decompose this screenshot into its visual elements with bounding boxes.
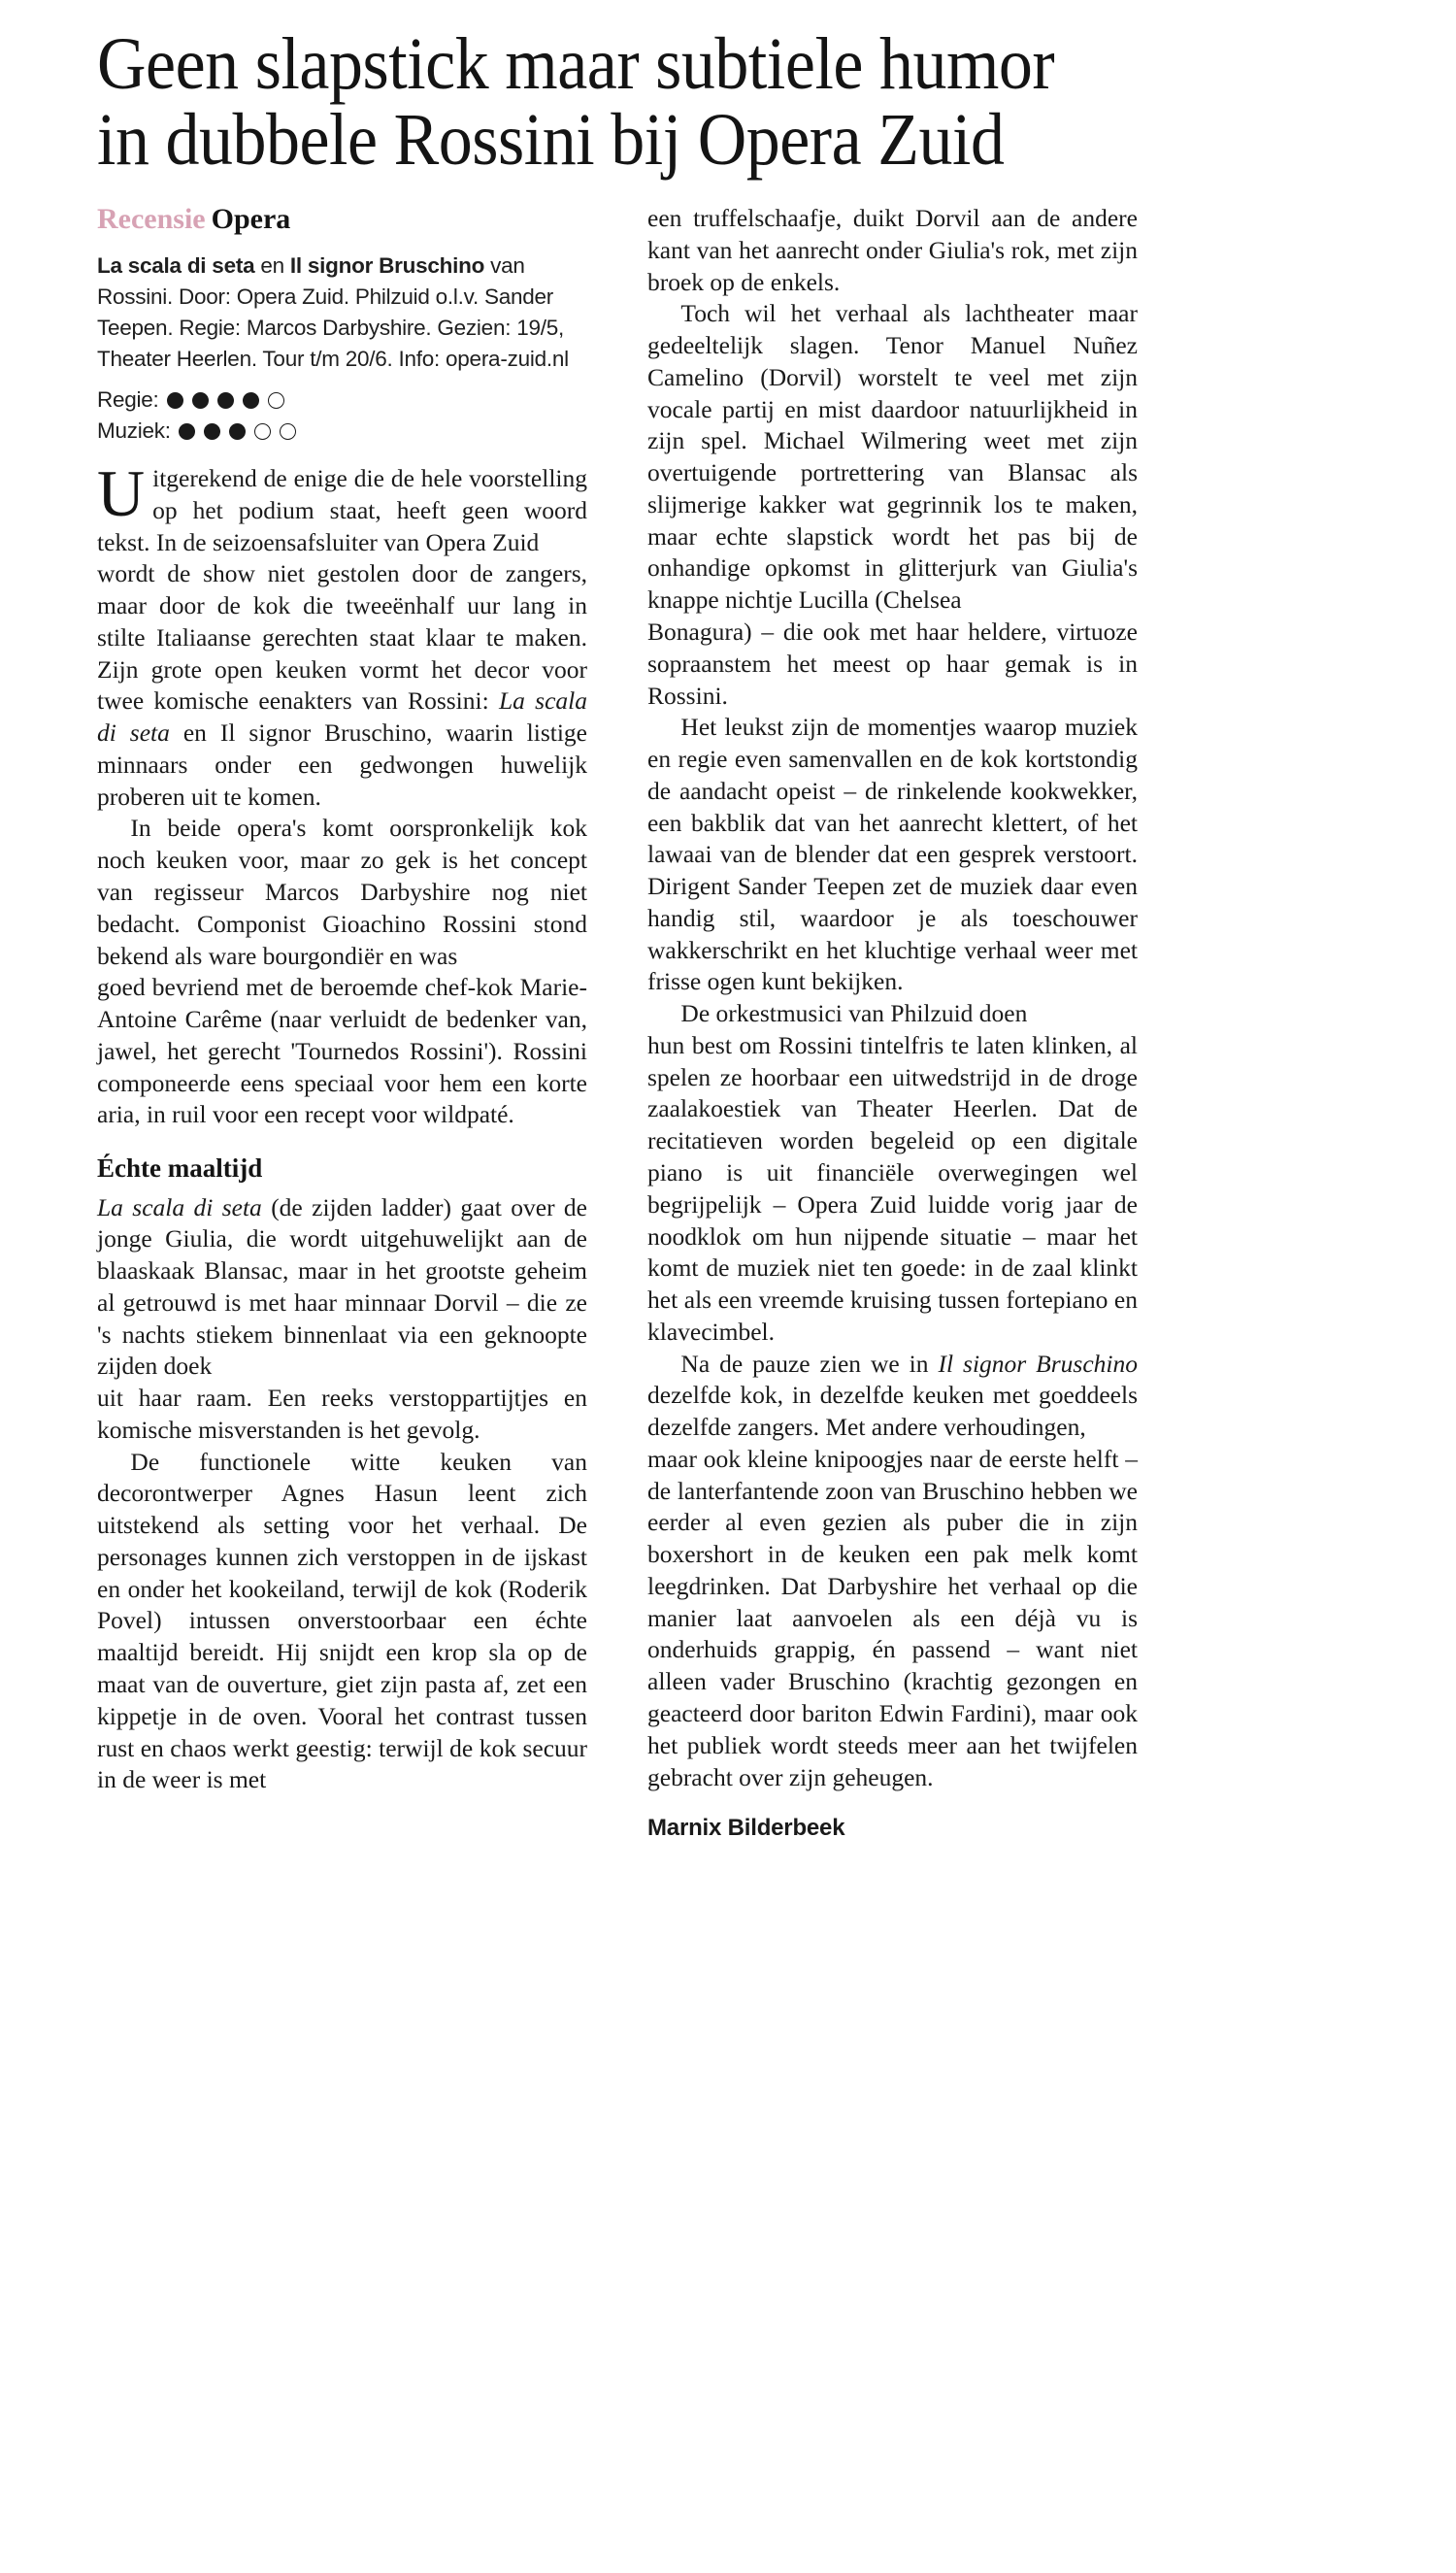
rating-dot-filled bbox=[167, 392, 183, 409]
paragraph bbox=[647, 1349, 1138, 1444]
work-title-italic: Il signor Bruschino bbox=[938, 1349, 1138, 1378]
paragraph: Toch wil het verhaal als lachtheater maar gedeeltelijk slagen. Tenor Manuel Nuñez Camelino (Dorvil) worstelt te veel met zijn vocale partij en mist daardoor natuurlijkheid in zijn spel. Michael Wilmering weet met zijn overtuigende portrettering van Blansac als slijmerige kakker wat gegrinnik los te maken, maar echte slapstick wordt het pas bij de onhandige opkomst in glitterjurk van Giulia's knappe nichtje Lucilla (Chelsea bbox=[647, 299, 1138, 615]
paragraph bbox=[97, 1192, 587, 1384]
left-column bbox=[97, 203, 587, 1796]
rating-dot-filled bbox=[204, 423, 220, 440]
rating-dot-empty bbox=[280, 423, 296, 440]
paragraph: Bonagura) – die ook met haar heldere, virtuoze sopraanstem het meest op haar gemak is in Rossini. bbox=[647, 617, 1138, 710]
paragraph: Het leukst zijn de momentjes waarop muziek en regie even samenvallen en de kok kortstondig de aandacht opeist – de rinkelende kookwekker, een bakblik dat van het aanrecht klettert, of het lawaai van de blender dat een gesprek verstoort. Dirigent Sander Teepen zet de muziek daar even handig stil, waardoor je als toeschouwer wakkerschrikt en het kluchtige verhaal weer met frisse ogen kunt bekijken. bbox=[647, 713, 1138, 996]
section-subheading: Échte maaltijd bbox=[97, 1153, 263, 1184]
paragraph: een truffelschaafje, duikt Dorvil aan de andere kant van het aanrecht onder Giulia's rok, met zijn broek op de enkels. bbox=[647, 204, 1138, 296]
ratings-block bbox=[97, 384, 587, 448]
rating-dot-filled bbox=[243, 392, 259, 409]
rating-row-regie bbox=[97, 384, 587, 417]
work-title-italic: La scala di seta bbox=[97, 1192, 262, 1221]
paragraph bbox=[97, 558, 587, 813]
credits-conjunction: en bbox=[254, 253, 290, 279]
paragraph: In beide opera's komt oorspronkelijk kok noch keuken voor, maar zo gek is het concept van regisseur Marcos Darbyshire nog niet bedacht. Componist Gioachino Rossini stond bekend als ware bourgondiër en was bbox=[97, 814, 587, 970]
credits-work-1: La scala di seta bbox=[97, 253, 255, 279]
lead-paragraph-text: itgerekend de enige die de hele voorstelling op het podium staat, heeft geen woord tekst. In de seizoensafsluiter van Opera Zuid bbox=[97, 464, 587, 556]
paragraph-text: (de zijden ladder) gaat over de jonge Giulia, die wordt uitgehuwelijkt aan de blaaskaak Blansac, maar in het grootste geheim al getrouwd is met haar minnaar Dorvil – die ze 's nachts stiekem binnenlaat via een geknoopte zijden doek bbox=[97, 1192, 588, 1381]
rating-dot-filled bbox=[192, 392, 209, 409]
credits-work-2: Il signor Bruschino bbox=[289, 253, 485, 279]
paragraph: uit haar raam. Een reeks verstoppartijtjes en komische misverstanden is het gevolg. bbox=[97, 1384, 587, 1444]
paragraph: De functionele witte keuken van decorontwerper Agnes Hasun leent zich uitstekend als setting voor het verhaal. De personages kunnen zich verstoppen in de ijskast en onder het kookeiland, terwijl de kok (Roderik Povel) intussen onverstoorbaar een échte maaltijd bereidt. Hij snijdt een krop sla op de maat van de ouverture, giet zijn pasta af, zet een kippetje in de oven. Vooral het contrast tussen rust en chaos werkt geestig: terwijl de kok secuur in de weer is met bbox=[97, 1447, 587, 1794]
paragraph-text: wordt de show niet gestolen door de zangers, maar door de kok die tweeënhalf uur lang in stilte Italiaanse gerechten staat klaar te maken. Zijn grote open keuken vormt het decor voor twee komische eenakters van Rossini: bbox=[97, 559, 587, 716]
rating-dot-empty bbox=[268, 392, 284, 409]
lead-paragraph bbox=[97, 456, 587, 558]
rating-dots-regie bbox=[167, 392, 284, 409]
credits-block bbox=[97, 251, 587, 375]
paragraph-text: en Il signor Bruschino, waarin listige minnaars onder een gedwongen huwelijk proberen uit te komen. bbox=[97, 718, 587, 811]
headline-line-1: Geen slapstick maar subtiele humor bbox=[97, 23, 1055, 105]
drop-cap: U bbox=[97, 456, 146, 531]
rating-dot-filled bbox=[217, 392, 234, 409]
work-title-italic: La scala di seta bbox=[97, 686, 587, 748]
rating-row-muziek bbox=[97, 416, 587, 448]
paragraph: maar ook kleine knipoogjes naar de eerste helft – de lanterfantende zoon van Bruschino hebben we eerder al even gezien als puber die in zijn boxershort in de keuken een pak melk komt leegdrinken. Dat Darbyshire het verhaal op die manier laat aanvoelen als een déjà vu is onderhuids grappig, én passend – want niet alleen vader Bruschino (krachtig gezongen en geacteerd door bariton Edwin Fardini), maar ook het publiek wordt steeds meer aan het twijfelen gebracht over zijn geheugen. bbox=[647, 1444, 1138, 1791]
rating-dot-filled bbox=[229, 423, 246, 440]
paragraph: De orkestmusici van Philzuid doen bbox=[680, 999, 1028, 1028]
paragraph: goed bevriend met de beroemde chef-kok Marie-Antoine Carême (naar verluidt de bedenker van, jawel, het gerecht 'Tournedos Rossini'). Rossini componeerde eens speciaal voor hem een korte aria, in ruil voor een recept voor wildpaté. bbox=[97, 973, 587, 1129]
rating-dots-muziek bbox=[179, 423, 296, 440]
paragraph-text: Na de pauze zien we in bbox=[680, 1349, 939, 1378]
article-columns bbox=[97, 203, 1396, 1865]
paragraph: hun best om Rossini tintelfris te laten klinken, al spelen ze hoorbaar een uitwedstrijd in de droge zaalakoestiek van Theater Heerlen. Dat de recitatieven worden begeleid op een digitale piano is uit financiële overwegingen wel begrijpelijk – Opera Zuid luidde vorig jaar de noodklok om hun nijpende situatie – maar het komt de muziek niet ten goede: in de zaal klinkt het als een vreemde kruising tussen fortepiano en klavecimbel. bbox=[647, 1030, 1138, 1346]
credits-details: van Rossini. Door: Opera Zuid. Philzuid o.l.v. Sander Teepen. Regie: Marcos Darbyshire. Gezien: 19/5, Theater Heerlen. Tour t/m 20/6. Info: opera-zuid.nl bbox=[97, 253, 569, 371]
page-title bbox=[97, 23, 1400, 181]
right-column bbox=[647, 203, 1138, 1865]
kicker-section-label: Opera bbox=[211, 203, 291, 236]
rating-dot-filled bbox=[179, 423, 195, 440]
rating-label-muziek: Muziek: bbox=[97, 418, 171, 444]
rating-label-regie: Regie: bbox=[97, 386, 159, 412]
headline-line-2: in dubbele Rossini bij Opera Zuid bbox=[97, 98, 1005, 181]
kicker-recensie-label: Recensie bbox=[97, 203, 206, 236]
kicker bbox=[97, 203, 587, 235]
rating-dot-empty bbox=[254, 423, 271, 440]
paragraph-text: dezelfde kok, in dezelfde keuken met goeddeels dezelfde zangers. Met andere verhoudingen, bbox=[647, 1381, 1138, 1442]
author-byline: Marnix Bilderbeek bbox=[647, 1815, 845, 1842]
